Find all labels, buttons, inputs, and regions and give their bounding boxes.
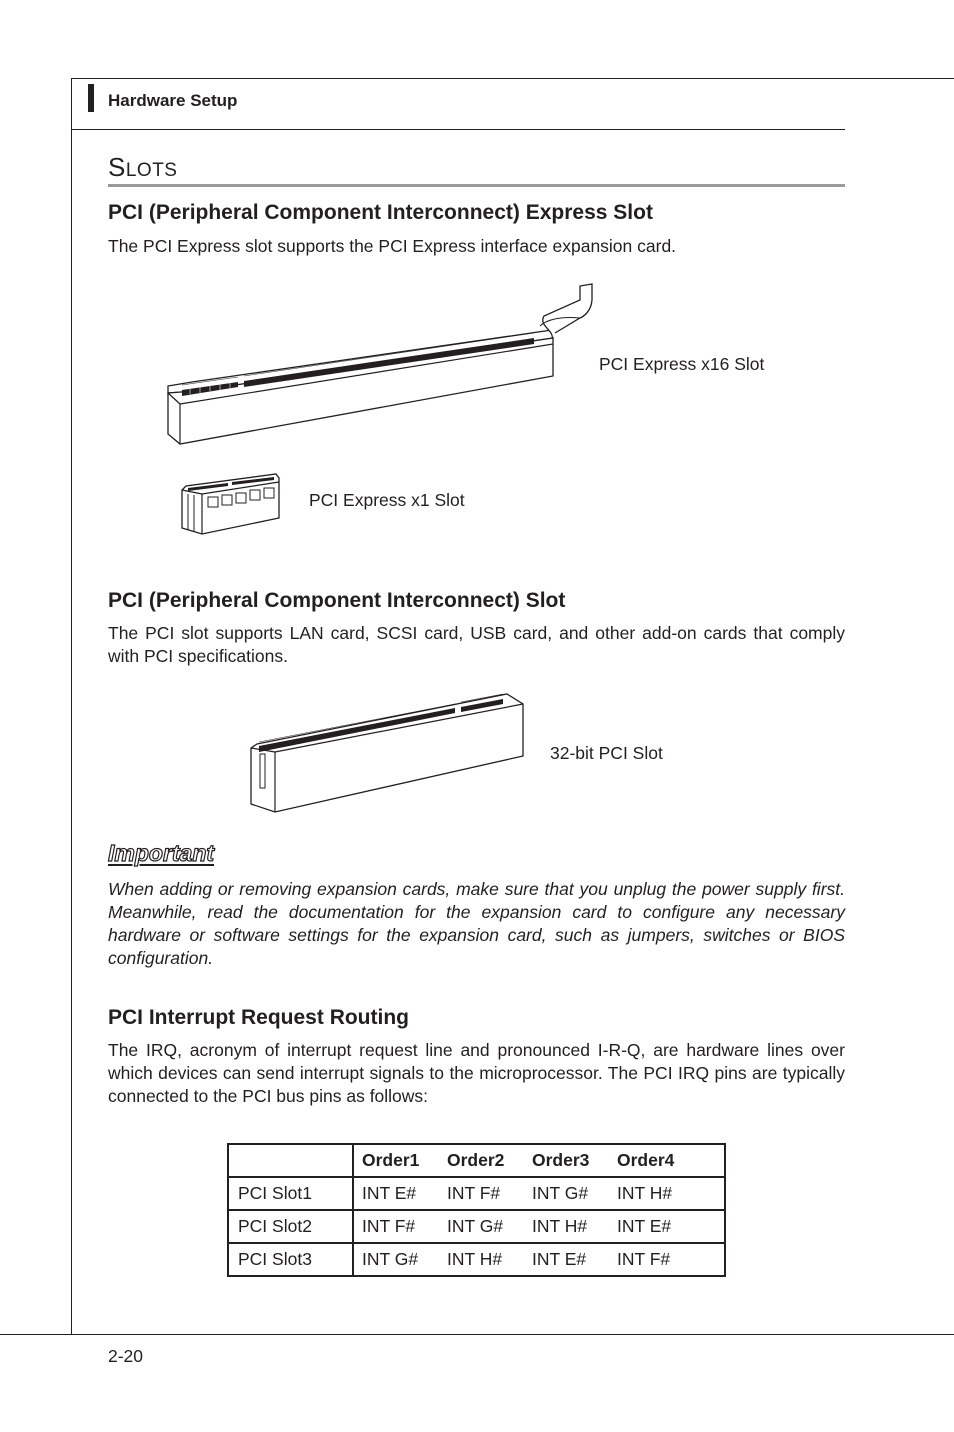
pci-slot-label: 32-bit PCI Slot (550, 743, 663, 763)
header-marker (88, 84, 94, 112)
table-header-cell: Order3 (524, 1144, 609, 1177)
pci-slot-illustration (245, 686, 530, 818)
section-title-initial: S (108, 152, 126, 182)
table-cell: INT E# (353, 1177, 439, 1210)
pcie-description: The PCI Express slot supports the PCI Express interface expansion card. (108, 236, 677, 256)
table-header-cell: Order2 (439, 1144, 524, 1177)
table-cell: PCI Slot2 (228, 1210, 353, 1243)
table-cell: PCI Slot3 (228, 1243, 353, 1276)
irq-routing-table (227, 1143, 726, 1277)
footer-rule (0, 1334, 954, 1335)
table-row (228, 1210, 725, 1243)
section-rule (108, 184, 845, 187)
table-cell: INT H# (609, 1177, 725, 1210)
section-title (108, 152, 177, 183)
table-cell: PCI Slot1 (228, 1177, 353, 1210)
irq-heading: PCI Interrupt Request Routing (108, 1006, 409, 1029)
table-cell: INT G# (524, 1177, 609, 1210)
table-cell: INT E# (524, 1243, 609, 1276)
pcie-x1-label: PCI Express x1 Slot (309, 490, 465, 510)
table-header-cell: Order1 (353, 1144, 439, 1177)
pcie-x16-label: PCI Express x16 Slot (599, 354, 765, 374)
table-cell: INT F# (353, 1210, 439, 1243)
table-header-cell (228, 1144, 353, 1177)
pci-heading: PCI (Peripheral Component Interconnect) Slot (108, 589, 566, 612)
table-cell: INT G# (439, 1210, 524, 1243)
section-title-rest: LOTS (125, 160, 178, 181)
table-cell: INT H# (524, 1210, 609, 1243)
table-row (228, 1243, 725, 1276)
important-text: When adding or removing expansion cards, make sure that you unplug the power supply first. Meanwhile, read the documentation for the expansion card to configure any necessary hardware or software settings for the expansion card, such as jumpers, switches or BIOS configuration. (108, 879, 845, 968)
running-header: Hardware Setup (108, 91, 238, 110)
table-header-row (228, 1144, 725, 1177)
pci-description: The PCI slot supports LAN card, SCSI card, USB card, and other add-on cards that comply with PCI specifications. (108, 623, 845, 666)
table-row (228, 1177, 725, 1210)
table-cell: INT F# (439, 1177, 524, 1210)
header-rule (71, 129, 845, 130)
table-header-cell: Order4 (609, 1144, 725, 1177)
page-number: 2-20 (108, 1346, 144, 1366)
irq-description: The IRQ, acronym of interrupt request line and pronounced I-R-Q, are hardware lines over which devices can send interrupt signals to the microprocessor. The PCI IRQ pins are typically connected to the PCI bus pins as follows: (108, 1040, 845, 1106)
pcie-heading: PCI (Peripheral Component Interconnect) Express Slot (108, 201, 653, 224)
page-left-rule (71, 78, 72, 1335)
pcie-x1-slot-illustration (178, 470, 288, 542)
important-title: Important (108, 840, 215, 866)
table-cell: INT G# (353, 1243, 439, 1276)
page-top-rule (71, 78, 954, 79)
table-cell: INT E# (609, 1210, 725, 1243)
pcie-x16-slot-illustration (160, 278, 610, 453)
table-cell: INT F# (609, 1243, 725, 1276)
table-cell: INT H# (439, 1243, 524, 1276)
